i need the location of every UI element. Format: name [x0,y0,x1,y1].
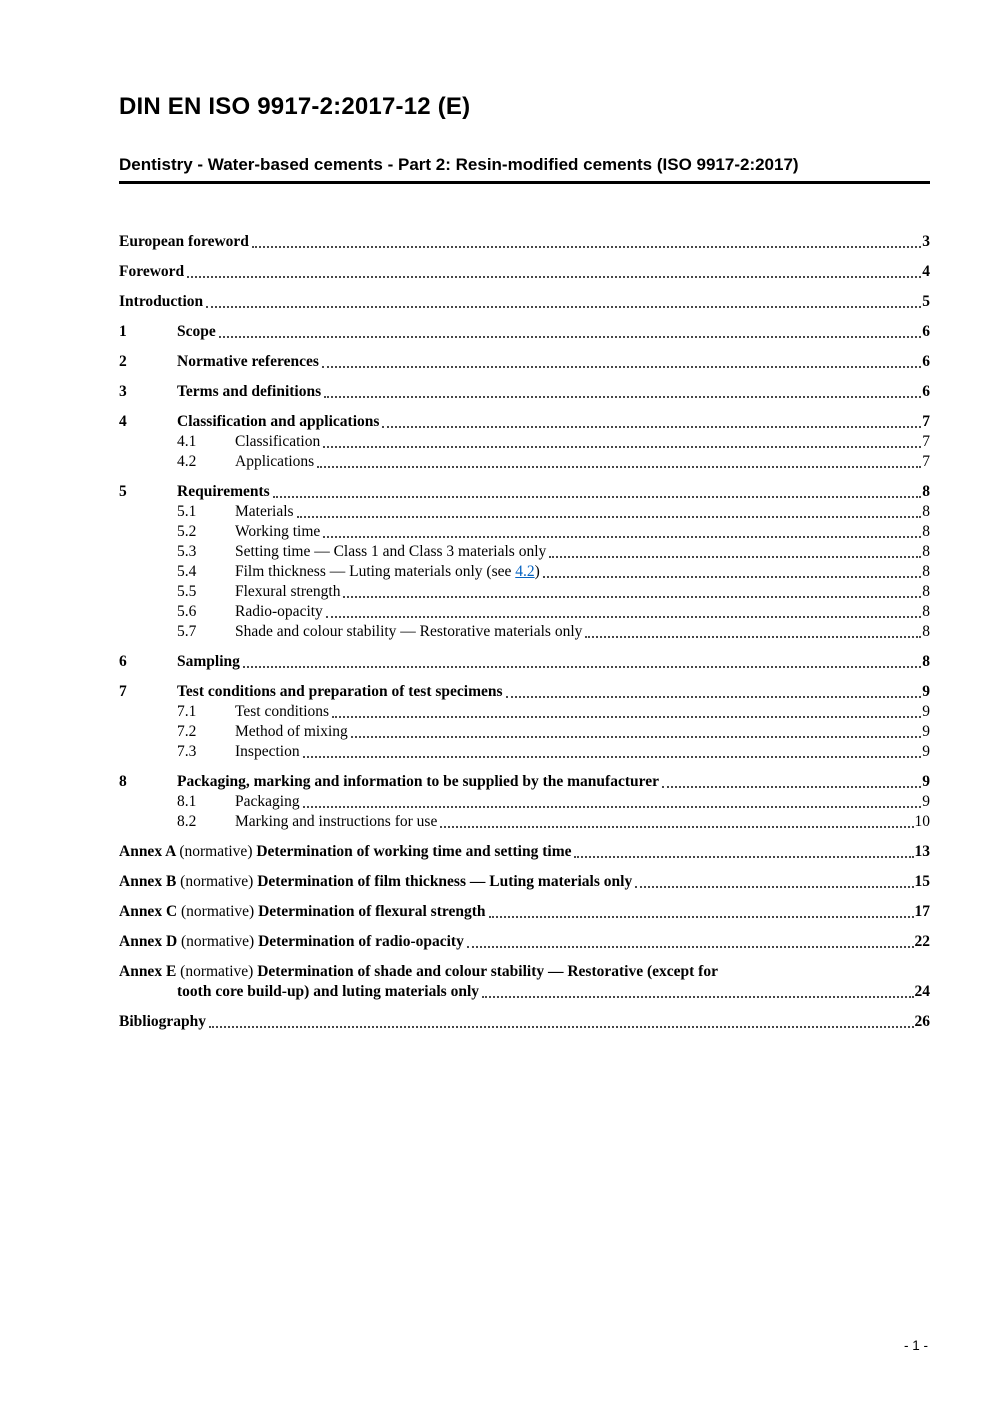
toc-entry-label: Packaging [235,793,300,810]
toc-entry-number: 6 [119,653,127,670]
toc-entry-number: 4.1 [177,433,197,450]
toc-page-number: 8 [922,583,930,600]
dot-leader [585,636,921,638]
toc-entry [119,322,930,342]
toc-entry [119,1012,930,1032]
dot-leader [303,756,922,758]
toc-entry-label [119,962,718,982]
toc-page-number: 4 [922,263,930,280]
toc-label-text: (normative) [181,903,259,920]
toc-entry-number: 4 [119,413,127,430]
toc-label-text: Determination of film thickness — Luting materials only [257,873,633,890]
toc-label-text: Determination of radio-opacity [258,933,464,950]
toc-entry-number: 5.4 [177,563,197,580]
toc-label-text: Film thickness — Luting materials only (see [235,563,516,580]
dot-leader [326,616,921,618]
toc-entry-label: Bibliography [119,1013,206,1030]
toc-entry-number: 5.7 [177,623,197,640]
dot-leader [543,576,921,578]
dot-leader [662,786,921,788]
toc-entry-label [235,562,540,582]
toc-page-number: 22 [914,933,930,950]
toc-entry-label: Sampling [177,653,240,670]
toc-label-text: ) [534,563,540,580]
toc-entry [119,482,930,502]
dot-leader [382,426,921,428]
toc-page-number: 15 [914,873,930,890]
toc-entry-label [119,842,571,862]
dot-leader [317,466,921,468]
dot-leader [467,946,914,948]
toc-entry-label: Scope [177,323,216,340]
toc-entry [119,622,930,642]
toc-page-number: 13 [914,843,930,860]
toc-entry-number: 3 [119,383,127,400]
toc-entry [119,812,930,832]
toc-entry-label: Terms and definitions [177,383,322,400]
dot-leader [322,366,921,368]
toc-entry [119,352,930,372]
toc-page-number: 9 [922,793,930,810]
toc-entry-number: 1 [119,323,127,340]
toc-page-number: 8 [922,543,930,560]
toc-entry-number: 7.3 [177,743,197,760]
toc-entry [119,652,930,672]
toc-entry [119,792,930,812]
toc-entry-label: Foreword [119,263,185,280]
toc-entry-number: 7 [119,683,127,700]
toc-entry-number: 7.2 [177,723,197,740]
toc-entry-number: 5.2 [177,523,197,540]
toc-entry-label: Classification and applications [177,413,380,430]
toc-entry-number: 5.1 [177,503,197,520]
toc-entry-label: Inspection [235,743,300,760]
table-of-contents [119,232,930,1032]
dot-leader [482,996,913,998]
toc-page-number: 7 [922,453,930,470]
toc-entry [119,262,930,282]
toc-entry-annex [119,932,930,952]
dot-leader [243,666,921,668]
dot-leader [252,246,921,248]
toc-entry [119,292,930,312]
toc-page-number: 10 [914,813,930,830]
toc-label-text: Determination of flexural strength [258,903,486,920]
page-content [119,0,930,1032]
dot-leader [324,396,921,398]
document-title-rule [119,154,930,184]
toc-entry-annex [119,962,930,982]
toc-entry-annex [119,872,930,892]
toc-label-text: Determination of shade and colour stability — Restorative (except for [257,963,718,980]
dot-leader [506,696,922,698]
toc-entry-label [119,872,632,892]
dot-leader [206,306,921,308]
toc-page-number: 8 [922,623,930,640]
toc-entry-number: 4.2 [177,453,197,470]
toc-page-number: 3 [922,233,930,250]
toc-page-number: 5 [922,293,930,310]
toc-page-number: 8 [922,523,930,540]
dot-leader [219,336,922,338]
toc-entry [119,522,930,542]
toc-entry-number: 8 [119,773,127,790]
toc-page-number: 9 [922,723,930,740]
toc-entry-label: Classification [235,433,321,450]
toc-label-text: (normative) [180,873,258,890]
toc-entry-label: Test conditions [235,703,330,720]
toc-page-number: 6 [922,323,930,340]
toc-label-text: (normative) [180,963,258,980]
toc-entry [119,452,930,472]
toc-entry-annex [119,842,930,862]
toc-entry-continuation [119,982,930,1002]
dot-leader [332,716,921,718]
toc-page-number: 8 [922,503,930,520]
dot-leader [574,856,913,858]
cross-reference-link[interactable]: 4.2 [515,563,535,580]
toc-entry-number: 5.6 [177,603,197,620]
toc-entry-label: Introduction [119,293,204,310]
footer-page-number: - 1 - [903,1338,928,1353]
toc-page-number: 7 [922,433,930,450]
toc-entry [119,702,930,722]
dot-leader [351,736,921,738]
toc-entry-number: 8.2 [177,813,197,830]
toc-entry [119,562,930,582]
dot-leader [187,276,921,278]
toc-page-number: 26 [914,1013,930,1030]
toc-label-text: Annex A [119,843,180,860]
toc-entry-label: Test conditions and preparation of test specimens [177,683,503,700]
toc-page-number: 9 [922,703,930,720]
toc-entry [119,582,930,602]
dot-leader [635,886,913,888]
toc-page-number: 6 [922,353,930,370]
toc-label-text: Annex E [119,963,181,980]
toc-label-text: Annex B [119,873,181,890]
dot-leader [549,556,921,558]
toc-entry-label: Applications [235,453,315,470]
toc-entry [119,502,930,522]
document-title: Dentistry - Water-based cements - Part 2: Resin-modified cements (ISO 9917-2:2017) [119,155,799,174]
dot-leader [489,916,914,918]
dot-leader [273,496,922,498]
toc-label-text: Annex C [119,903,182,920]
dot-leader [323,536,921,538]
toc-entry-label: Radio-opacity [235,603,323,620]
toc-entry-label: European foreword [119,233,249,250]
toc-entry [119,542,930,562]
toc-entry-label: Shade and colour stability — Restorative materials only [235,623,583,640]
toc-entry-label: Requirements [177,483,270,500]
toc-page-number: 9 [922,743,930,760]
toc-entry-number: 8.1 [177,793,197,810]
dot-leader [323,446,921,448]
toc-page-number: 8 [922,603,930,620]
toc-page-number: 9 [922,773,930,790]
toc-entry-label: Method of mixing [235,723,348,740]
toc-page-number: 9 [922,683,930,700]
toc-entry-label: Packaging, marking and information to be supplied by the manufacturer [177,773,659,790]
toc-entry-number: 5 [119,483,127,500]
toc-label-text: (normative) [179,843,257,860]
toc-label-text: Annex D [119,933,182,950]
document-code-heading: DIN EN ISO 9917-2:2017-12 (E) [119,93,471,120]
dot-leader [303,806,922,808]
dot-leader [343,596,921,598]
dot-leader [209,1026,914,1028]
toc-page-number: 24 [914,983,930,1000]
toc-entry [119,602,930,622]
toc-entry-label: Normative references [177,353,319,370]
toc-page-number: 7 [922,413,930,430]
toc-entry-number: 5.5 [177,583,197,600]
toc-entry [119,722,930,742]
toc-page-number: 6 [922,383,930,400]
toc-entry-label [119,932,464,952]
toc-entry [119,412,930,432]
toc-entry-label [119,902,486,922]
toc-entry-number: 5.3 [177,543,197,560]
toc-entry-label: Working time [235,523,321,540]
toc-entry-label: Setting time — Class 1 and Class 3 materials only [235,543,547,560]
toc-entry-label: Materials [235,503,294,520]
toc-entry-label: tooth core build-up) and luting materials only [177,983,480,1000]
toc-page-number: 8 [922,653,930,670]
dot-leader [440,826,913,828]
toc-entry [119,432,930,452]
toc-entry-label: Marking and instructions for use [235,813,438,830]
toc-page-number: 8 [922,563,930,580]
dot-leader [297,516,922,518]
toc-page-number: 17 [914,903,930,920]
toc-entry [119,742,930,762]
toc-label-text: (normative) [181,933,259,950]
toc-entry [119,772,930,792]
toc-entry [119,382,930,402]
toc-entry [119,682,930,702]
toc-entry-label: Flexural strength [235,583,341,600]
toc-page-number: 8 [922,483,930,500]
toc-entry [119,232,930,252]
toc-label-text: Determination of working time and setting time [256,843,572,860]
toc-entry-annex [119,902,930,922]
toc-entry-number: 7.1 [177,703,197,720]
toc-entry-number: 2 [119,353,127,370]
